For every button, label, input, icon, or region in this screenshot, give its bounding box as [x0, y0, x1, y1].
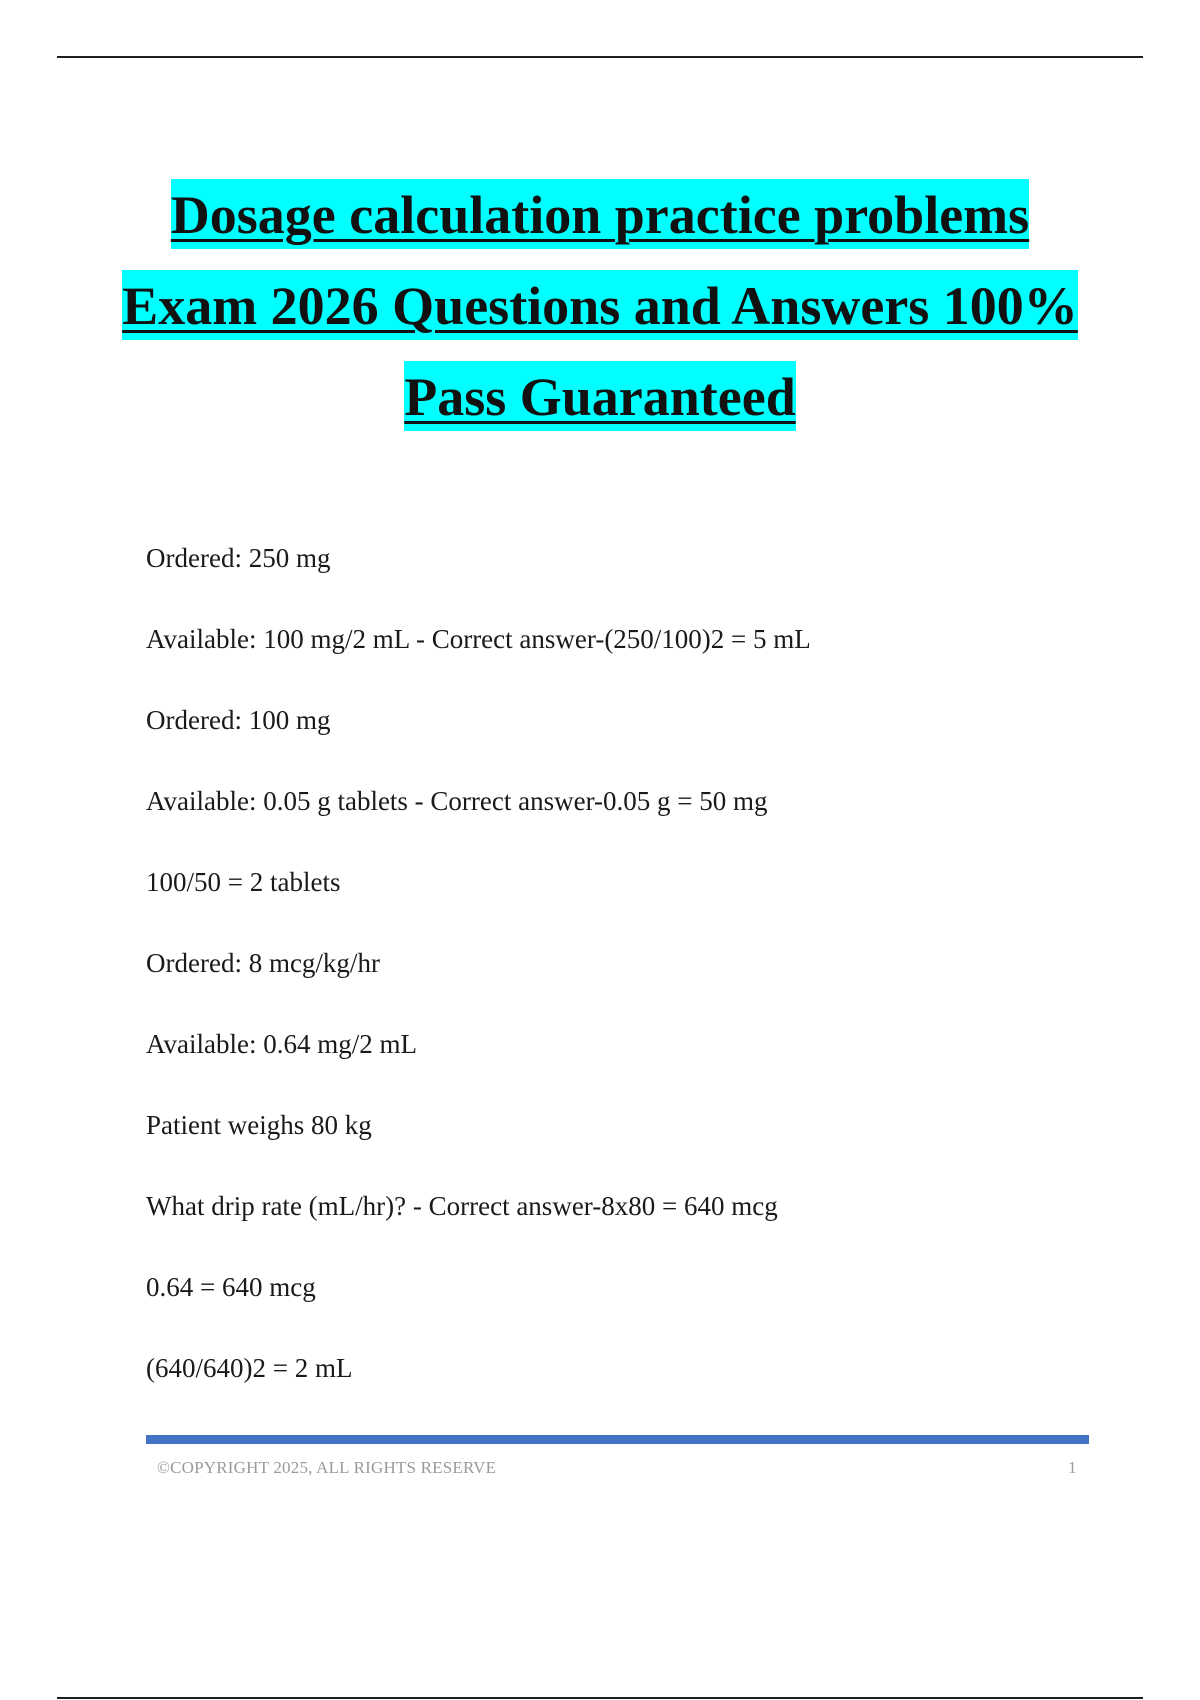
body-line: Available: 0.05 g tablets - Correct answer-0.05 g = 50 mg [146, 786, 768, 816]
body-line: Available: 100 mg/2 mL - Correct answer-(250/100)2 = 5 mL [146, 624, 811, 654]
title-line-1-text: Dosage calculation practice problems [171, 179, 1029, 249]
body-line: Patient weighs 80 kg [146, 1110, 372, 1140]
title-line-3-text: Pass Guaranteed [404, 361, 796, 431]
page-number: 1 [1068, 1458, 1077, 1477]
body-line: 100/50 = 2 tablets [146, 867, 341, 897]
bottom-rule [57, 1697, 1143, 1699]
question-answer-body [146, 537, 1096, 1428]
top-rule [57, 56, 1143, 58]
title-line-3 [0, 352, 1200, 443]
document-title [0, 170, 1200, 443]
footer-divider [146, 1435, 1089, 1444]
body-line: 0.64 = 640 mcg [146, 1272, 316, 1302]
body-line: What drip rate (mL/hr)? - Correct answer-8x80 = 640 mcg [146, 1191, 778, 1221]
body-line: Ordered: 250 mg [146, 543, 331, 573]
body-line: Ordered: 8 mcg/kg/hr [146, 948, 380, 978]
title-line-2 [0, 261, 1200, 352]
body-line: Ordered: 100 mg [146, 705, 331, 735]
footer-copyright: ©COPYRIGHT 2025, ALL RIGHTS RESERVE [157, 1458, 497, 1477]
title-line-2-text: Exam 2026 Questions and Answers 100% [122, 270, 1078, 340]
body-line: (640/640)2 = 2 mL [146, 1353, 353, 1383]
body-line: Available: 0.64 mg/2 mL [146, 1029, 417, 1059]
title-line-1 [0, 170, 1200, 261]
